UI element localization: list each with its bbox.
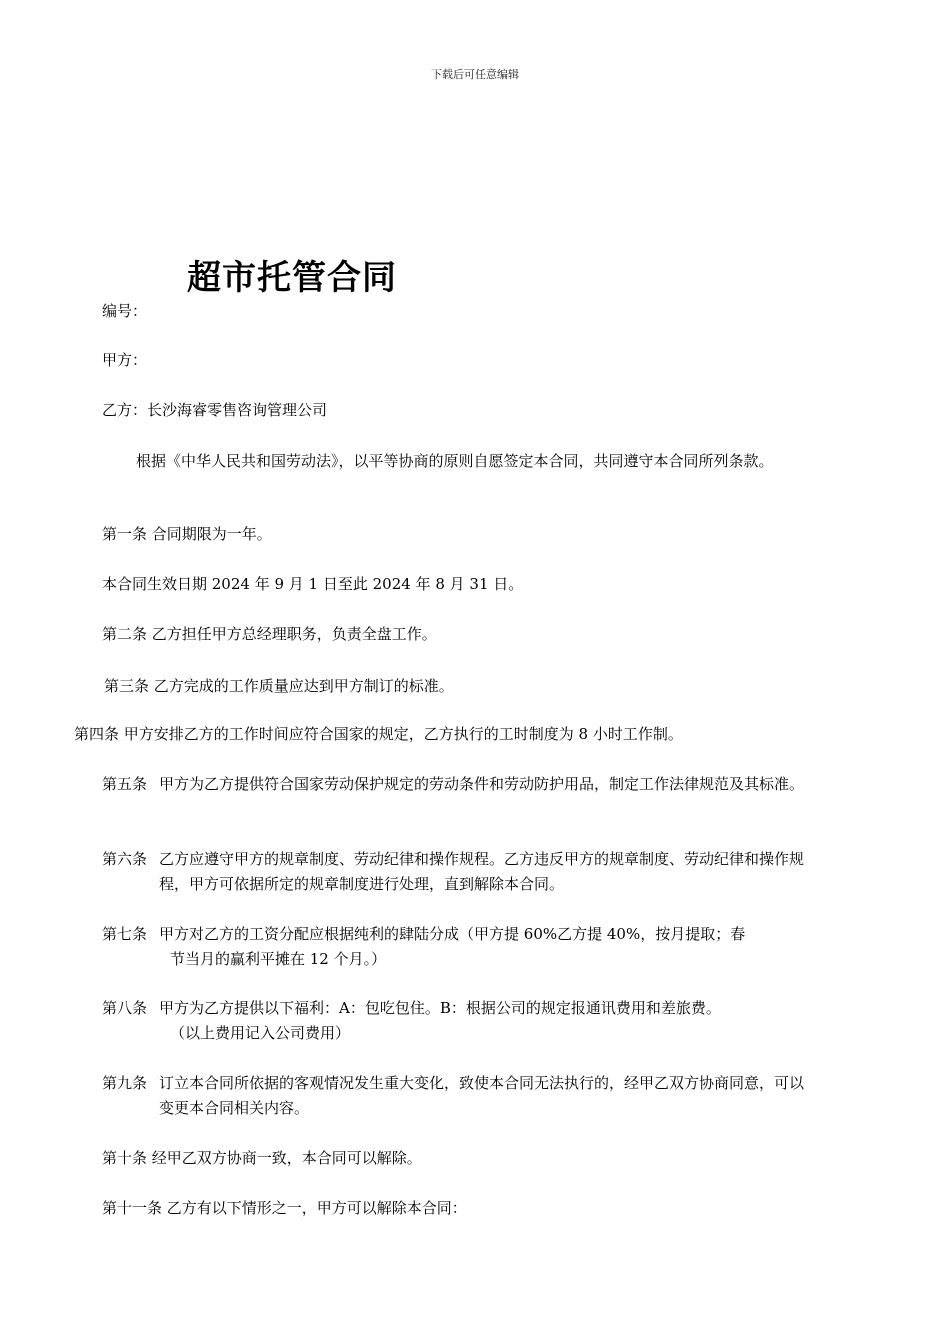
- article-5-text: 甲方为乙方提供符合国家劳动保护规定的劳动条件和劳动防护用品，制定工作法律规范及其标准。: [159, 775, 805, 793]
- article-5: [102, 772, 814, 797]
- article-6-number: 第六条: [102, 850, 148, 868]
- header-note: 下载后可任意编辑: [431, 68, 519, 81]
- article-6-text: 乙方应遵守甲方的规章制度、劳动纪律和操作规程。乙方违反甲方的规章制度、劳动纪律和操作规程，甲方可依据所定的规章制度进行处理，直到解除本合同。: [159, 850, 805, 893]
- article-9: [102, 1071, 814, 1121]
- article-8-line-2: （以上费用记入公司费用）: [170, 1024, 351, 1042]
- article-9-number: 第九条: [102, 1074, 148, 1092]
- article-1-effective-date: 本合同生效日期 2024 年 9 月 1 日至此 2024 年 8 月 31 日。: [102, 575, 524, 593]
- preamble-paragraph: 根据《中华人民共和国劳动法》，以平等协商的原则自愿签定本合同，共同遵守本合同所列条款。: [136, 452, 774, 470]
- article-5-number: 第五条: [102, 775, 148, 793]
- article-1: 第一条 合同期限为一年。: [102, 525, 272, 543]
- article-7-number: 第七条: [102, 925, 148, 943]
- article-9-text: 订立本合同所依据的客观情况发生重大变化，致使本合同无法执行的，经甲乙双方协商同意，可以变更本合同相关内容。: [159, 1074, 805, 1117]
- article-11: 第十一条 乙方有以下情形之一，甲方可以解除本合同：: [102, 1199, 467, 1217]
- contract-number-field: 编号：: [102, 302, 148, 320]
- article-7: [102, 922, 814, 972]
- article-4: 第四条 甲方安排乙方的工作时间应符合国家的规定，乙方执行的工时制度为 8 小时工作制。: [74, 725, 683, 743]
- party-b-field: 乙方：长沙海睿零售咨询管理公司: [102, 401, 328, 419]
- article-3: 第三条 乙方完成的工作质量应达到甲方制订的标准。: [104, 677, 454, 695]
- document-title: 超市托管合同: [187, 258, 397, 298]
- article-2: 第二条 乙方担任甲方总经理职务，负责全盘工作。: [102, 625, 437, 643]
- article-8-line-1: 甲方为乙方提供以下福利：A：包吃包住。B：根据公司的规定报通讯费用和差旅费。: [159, 999, 721, 1017]
- article-7-line-1: 甲方对乙方的工资分配应根据纯利的肆陆分成（甲方提 60%乙方提 40%，按月提取；春: [159, 925, 746, 943]
- article-7-line-2: 节当月的赢利平摊在 12 个月。）: [170, 950, 387, 968]
- article-8-number: 第八条: [102, 999, 148, 1017]
- article-8: [102, 996, 814, 1046]
- article-6: [102, 847, 814, 897]
- article-10: 第十条 经甲乙双方协商一致，本合同可以解除。: [102, 1149, 422, 1167]
- party-a-field: 甲方：: [102, 351, 148, 369]
